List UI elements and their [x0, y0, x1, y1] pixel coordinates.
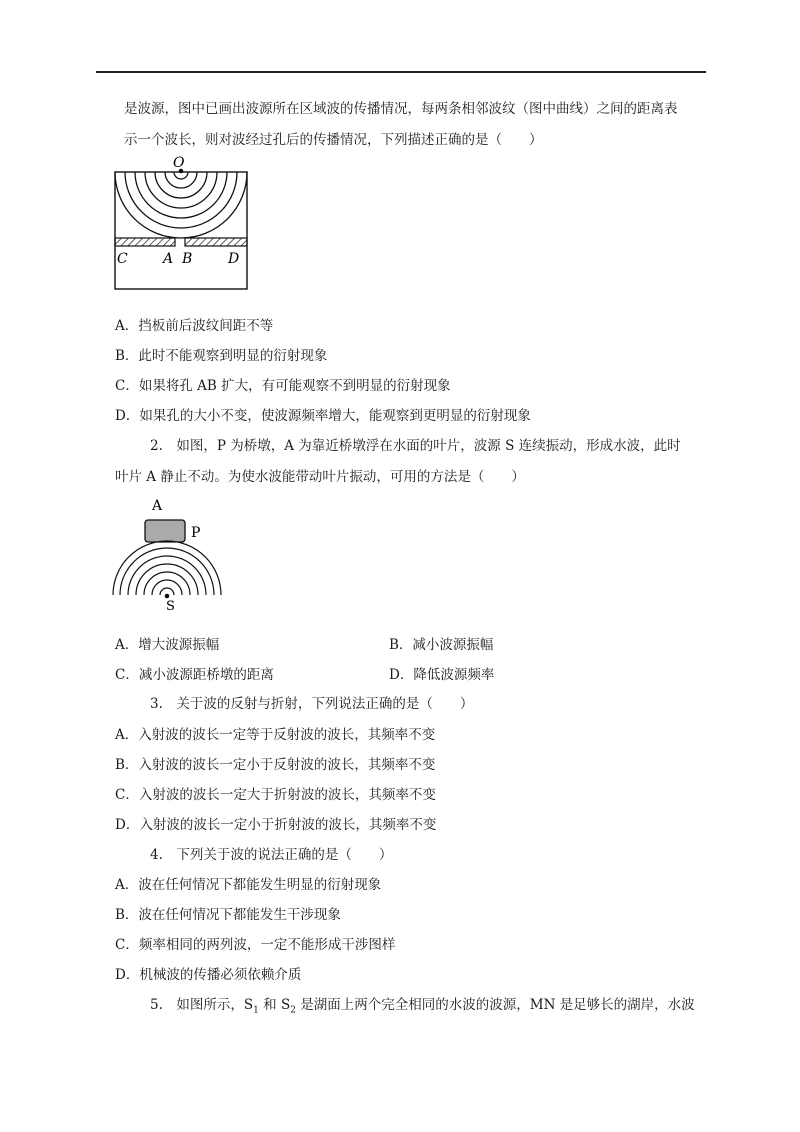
container-box — [115, 172, 247, 289]
source-dot — [165, 594, 170, 599]
q5-stem-mid: 和 S — [258, 997, 291, 1013]
q2-option-b: B．减小波源振幅 — [389, 637, 494, 653]
q1-option-b: B．此时不能观察到明显的衍射现象 — [115, 348, 328, 364]
barrier-left — [115, 238, 175, 246]
q1-option-c: C．如果将孔 AB 扩大，有可能观察不到明显的衍射现象 — [115, 378, 451, 394]
header-rule — [96, 71, 706, 73]
water-wave-arcs — [113, 541, 221, 595]
q5-stem — [150, 996, 695, 1020]
q1-option-d: D．如果孔的大小不变，使波源频率增大，能观察到更明显的衍射现象 — [115, 408, 531, 424]
q2-option-c: C．减小波源距桥墩的距离 — [115, 667, 274, 683]
q4-option-c: C．频率相同的两列波，一定不能形成干涉图样 — [115, 937, 396, 953]
q2-option-a: A．增大波源振幅 — [115, 637, 220, 653]
q1-diffraction-figure — [108, 152, 253, 294]
q1-option-a: A．挡板前后波纹间距不等 — [115, 318, 274, 334]
q1-intro-line1: 是波源，图中已画出波源所在区域波的传播情况，每两条相邻波纹（图中曲线）之间的距离表 — [124, 101, 678, 117]
label-A: A — [163, 251, 174, 267]
q4-option-b: B．波在任何情况下都能发生干涉现象 — [115, 907, 341, 923]
label-B: B — [182, 251, 193, 267]
q4-option-d: D．机械波的传播必须依赖介质 — [115, 967, 302, 983]
q1-intro-line2: 示一个波长，则对波经过孔后的传播情况，下列描述正确的是（ ） — [124, 132, 543, 148]
q2-stem-line2: 叶片 A 静止不动。为使水波能带动叶片振动，可用的方法是（ ） — [115, 469, 525, 485]
wavefront-arcs — [115, 172, 247, 238]
q5-sub2: 2 — [290, 1005, 296, 1016]
label-C: C — [117, 251, 128, 267]
q2-stem-line1: 2. 如图，P 为桥墩，A 为靠近桥墩浮在水面的叶片，波源 S 连续振动，形成水波，此时 — [150, 438, 681, 454]
label-P: P — [191, 525, 201, 541]
q4-stem: 4. 下列关于波的说法正确的是（ ） — [150, 847, 393, 863]
label-S: S — [166, 599, 175, 614]
q5-sub1: 1 — [253, 1005, 259, 1016]
label-O: O — [173, 155, 185, 171]
q3-stem: 3. 关于波的反射与折射，下列说法正确的是（ ） — [150, 696, 474, 712]
label-D: D — [228, 251, 240, 267]
label-A: A — [152, 498, 163, 514]
q3-option-b: B．入射波的波长一定小于反射波的波长，其频率不变 — [115, 757, 436, 773]
q3-option-a: A．入射波的波长一定等于反射波的波长，其频率不变 — [115, 727, 436, 743]
q3-option-c: C．入射波的波长一定大于折射波的波长，其频率不变 — [115, 787, 436, 803]
q3-option-d: D．入射波的波长一定小于折射波的波长，其频率不变 — [115, 817, 437, 833]
q2-bridge-figure — [112, 494, 222, 614]
q2-option-d: D．降低波源频率 — [389, 667, 495, 683]
q5-stem-post: 是湖面上两个完全相同的水波的波源，MN 是足够长的湖岸，水波 — [295, 997, 695, 1013]
pier-block — [145, 520, 185, 542]
barrier-right — [185, 238, 247, 246]
q4-option-a: A．波在任何情况下都能发生明显的衍射现象 — [115, 877, 382, 893]
q5-stem-pre: 5. 如图所示，S — [150, 997, 254, 1013]
